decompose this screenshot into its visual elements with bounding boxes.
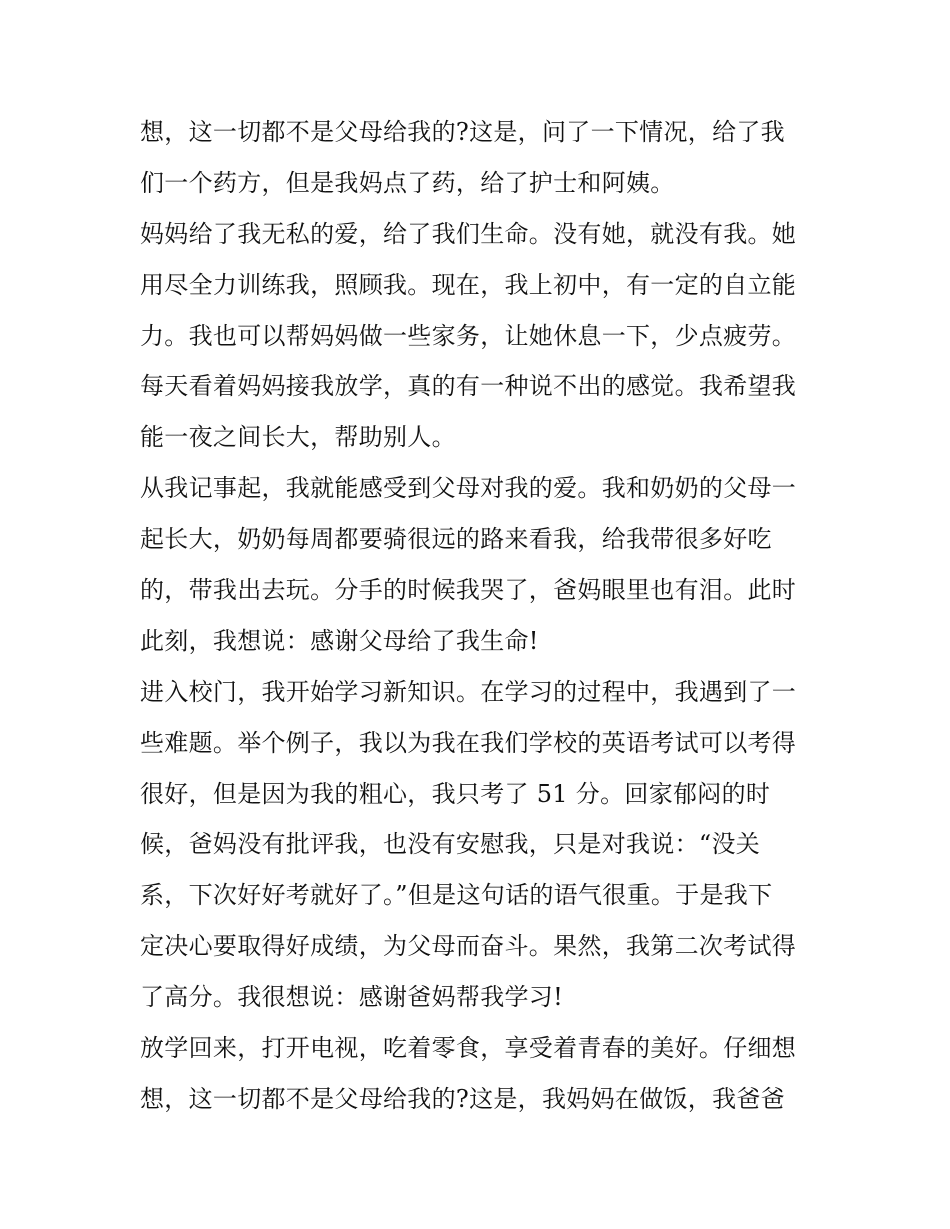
- text-line: 能一夜之间长大，帮助别人。: [140, 423, 456, 452]
- text-line: 此刻，我想说：感谢父母给了我生命!: [140, 626, 539, 655]
- text-line: 放学回来，打开电视，吃着零食，享受着青春的美好。仔细想: [140, 1034, 797, 1063]
- text-line: 了高分。我很想说：感谢爸妈帮我学习!: [140, 983, 564, 1012]
- text-line: 候，爸妈没有批评我，也没有安慰我，只是对我说：“没关: [140, 830, 761, 859]
- text-line: 想，这一切都不是父母给我的?这是，问了一下情况，给了我: [140, 118, 785, 146]
- text-line: 用尽全力训练我，照顾我。现在，我上初中，有一定的自立能: [140, 270, 797, 299]
- text-line: 起长大，奶奶每周都要骑很远的路来看我，给我带很多好吃: [140, 525, 772, 554]
- text-line: 想，这一切都不是父母给我的?这是，我妈妈在做饭，我爸爸: [140, 1084, 785, 1113]
- text-line: 每天看着妈妈接我放学，真的有一种说不出的感觉。我希望我: [140, 372, 797, 401]
- text-line: 们一个药方，但是我妈点了药，给了护士和阿姨。: [140, 168, 675, 197]
- text-line: 从我记事起，我就能感受到父母对我的爱。我和奶奶的父母一: [140, 474, 797, 503]
- text-line: 系，下次好好考就好了。”但是这句话的语气很重。于是我下: [140, 881, 773, 910]
- text-line: 进入校门，我开始学习新知识。在学习的过程中，我遇到了一: [140, 677, 797, 706]
- text-line: 妈妈给了我无私的爱，给了我们生命。没有她，就没有我。她: [140, 219, 797, 248]
- text-line: 力。我也可以帮妈妈做一些家务，让她休息一下，少点疲劳。: [140, 321, 797, 350]
- text-line: 很好，但是因为我的粗心，我只考了 51 分。回家郁闷的时: [140, 779, 771, 808]
- document-body: [140, 107, 820, 1125]
- text-line: 定决心要取得好成绩，为父母而奋斗。果然，我第二次考试得: [140, 932, 797, 961]
- text-line: 的，带我出去玩。分手的时候我哭了，爸妈眼里也有泪。此时: [140, 576, 797, 605]
- text-line: 些难题。举个例子，我以为我在我们学校的英语考试可以考得: [140, 728, 797, 757]
